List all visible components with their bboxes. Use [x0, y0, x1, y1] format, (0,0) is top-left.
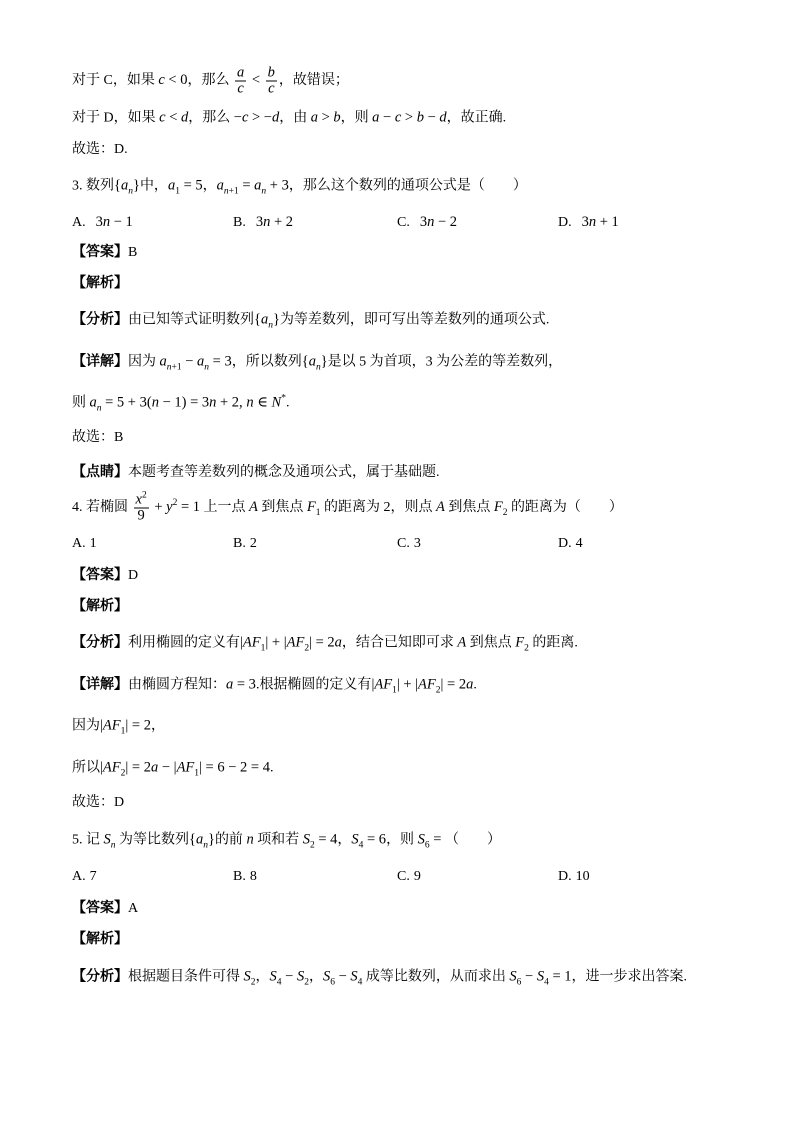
text-run: ，结合已知即可求 [341, 635, 458, 651]
math-run: = [429, 831, 445, 848]
text-run: ，进一步求出答案. [571, 969, 687, 985]
option-letter: C. [397, 536, 410, 551]
subscript: n [110, 840, 116, 851]
math-run: |AF [371, 676, 393, 693]
option-letter: D. [558, 869, 572, 884]
math-run: | = 2a − |AF [125, 759, 195, 776]
text-run: 到焦点 [444, 500, 494, 516]
option-c-reasoning [72, 64, 349, 97]
option-letter: D. [558, 215, 572, 230]
q3-stem [72, 176, 527, 197]
q3-remark [72, 463, 440, 483]
subscript: 4 [358, 840, 364, 851]
text-run: 7 [89, 869, 97, 884]
subscript: 1 [392, 685, 397, 696]
math-run: S [417, 831, 425, 848]
math-run: 9 [137, 507, 145, 524]
q5-option-c [397, 867, 558, 887]
option-value [250, 869, 257, 884]
text-run: 2 [249, 536, 257, 551]
answer-value: D [128, 568, 139, 583]
math-run: c [237, 80, 244, 97]
q3-detail-line-1 [72, 352, 562, 373]
option-value [414, 536, 421, 551]
subscript: n [204, 362, 210, 373]
option-letter: C. [397, 869, 410, 884]
q4-options [72, 534, 618, 554]
q4-answer [72, 566, 138, 586]
option-letter: C. [397, 215, 410, 230]
math-run: A [435, 499, 445, 516]
option-letter: A. [72, 215, 86, 230]
option-value [576, 536, 583, 551]
subscript: 2 [435, 685, 441, 696]
q5-options [72, 867, 618, 887]
answer-label: 【答案】 [72, 568, 128, 583]
math-run: a [236, 64, 245, 81]
math-run: a [89, 394, 97, 411]
option-value [256, 215, 293, 230]
math-run: | = 2a [309, 634, 342, 651]
q5-option-b [233, 867, 397, 887]
math-run: S [322, 968, 331, 985]
math-run: N [271, 394, 282, 411]
fraction-numerator [235, 64, 246, 82]
text-run: （ ） [445, 832, 501, 848]
math-run: − S [334, 968, 358, 985]
text-run: 8 [249, 869, 257, 884]
math-run: |AF [100, 717, 121, 734]
math-run: a [167, 177, 176, 194]
option-d-reasoning [72, 108, 506, 129]
math-run: F [493, 499, 503, 516]
text-run: 因为 [128, 354, 160, 370]
text-run: ，故正确. [446, 110, 507, 126]
subscript: 6 [516, 977, 522, 988]
text-run: ， [150, 718, 165, 734]
subscript: 6 [330, 977, 335, 988]
subscript: 1 [315, 508, 321, 519]
text-run: 的距离为（ ） [507, 500, 623, 516]
subscript: 4 [544, 977, 549, 988]
text-run: 则 [72, 395, 90, 411]
analysis-body [128, 311, 550, 331]
option-value [420, 215, 457, 230]
math-run: } [207, 831, 215, 848]
q4-analysis [72, 633, 578, 654]
math-run: c [268, 80, 275, 97]
text-run: ，则 [386, 832, 418, 848]
text-run: 3. 数列 [72, 178, 114, 194]
math-run: − S [521, 968, 545, 985]
math-run: |AF [240, 634, 261, 651]
text-run: 因为 [72, 718, 100, 734]
math-run: S [351, 831, 359, 848]
math-run: 3n + 2 [255, 214, 294, 230]
text-run: . [285, 395, 290, 411]
analysis-label: 【分析】 [72, 635, 128, 651]
fraction-numerator [134, 490, 149, 509]
q4-solution-heading [72, 597, 128, 617]
previous-conclusion [72, 140, 128, 160]
subscript: 1 [175, 186, 180, 197]
q4-option-a [72, 534, 233, 554]
math-run: + 3 [266, 177, 289, 194]
text-run: 是以 5 为首项，3 为公差的等差数列， [327, 354, 563, 370]
math-run: a [159, 353, 167, 370]
text-run: 成等比数列，从而求出 [362, 969, 510, 985]
text-run: 3 [413, 536, 421, 551]
math-run: S [302, 831, 310, 848]
text-run: 本题考查等差数列的概念及通项公式，属于基础题. [128, 465, 440, 480]
subscript: n+1 [223, 186, 239, 197]
subscript: n [268, 320, 273, 331]
option-letter: A. [72, 536, 86, 551]
option-letter: A. [72, 869, 86, 884]
detail-body [128, 353, 563, 373]
q5-option-d [558, 867, 618, 887]
text-run: .根据椭圆的定义有 [255, 677, 372, 693]
subscript: 2 [304, 643, 310, 654]
math-run: < [248, 72, 264, 89]
math-run: = [238, 177, 255, 194]
subscript: n [261, 186, 267, 197]
q4-conclusion [72, 793, 124, 813]
text-run: ，那么这个数列的通项公式是（ ） [288, 178, 527, 194]
q3-detail-line-2 [72, 393, 289, 414]
text-run: 到焦点 [466, 635, 516, 651]
text-run: ，所以数列 [231, 354, 302, 370]
q3-solution-heading [72, 274, 128, 294]
math-run: a [308, 353, 316, 370]
text-run: 对于 D，如果 [72, 110, 160, 126]
math-run: { [301, 353, 309, 370]
math-run: a [254, 177, 262, 194]
math-run: A [249, 499, 258, 516]
text-run: 为等差数列，即可写出等差数列的通项公式. [279, 312, 550, 328]
math-run: −c > −d [233, 109, 280, 126]
math-run: n [246, 831, 254, 848]
text-run: ，故错误； [278, 73, 349, 89]
option-value [576, 869, 590, 884]
subscript: 1 [194, 768, 200, 779]
math-run: a = 3 [226, 676, 256, 693]
text-run: 10 [575, 869, 590, 884]
option-value [250, 536, 257, 551]
math-run: { [189, 831, 196, 848]
option-letter: B. [233, 869, 246, 884]
fraction [235, 64, 246, 97]
math-run: | = 6 − 2 = 4 [199, 759, 270, 776]
option-value [582, 215, 619, 230]
math-run: { [114, 177, 121, 194]
q5-stem [72, 830, 501, 851]
text-run: . [473, 677, 477, 693]
q3-conclusion [72, 428, 123, 448]
text-run: 的前 [214, 832, 247, 848]
q5-analysis [72, 967, 687, 988]
answer-label: 【答案】 [72, 901, 128, 916]
fraction-numerator [266, 64, 277, 82]
option-value [96, 215, 133, 230]
text-run: 4 [575, 536, 583, 551]
math-run: a [197, 353, 205, 370]
math-run: a − c > b − d [372, 109, 447, 126]
q3-analysis [72, 310, 549, 331]
q5-option-a [72, 867, 233, 887]
superscript: * [281, 393, 286, 404]
subscript: n [128, 186, 133, 197]
text-run: 中， [139, 178, 168, 194]
subscript: 1 [260, 643, 266, 654]
q4-option-c [397, 534, 558, 554]
subscript: 2 [524, 643, 529, 654]
remark-body [128, 465, 440, 480]
text-run: ， [202, 178, 217, 194]
text-run: ，由 [279, 110, 311, 126]
q3-answer [72, 243, 137, 263]
math-run: = 3 [209, 353, 232, 370]
math-run: − S [281, 968, 305, 985]
text-run: 的距离. [528, 635, 578, 651]
math-run: | + |AF [265, 634, 305, 651]
text-run: ，那么 [188, 110, 234, 126]
q4-option-b [233, 534, 397, 554]
solution-label: 【解析】 [72, 932, 128, 947]
text-run: 为等比数列 [115, 832, 189, 848]
q4-option-d [558, 534, 618, 554]
math-run: a [195, 831, 204, 848]
subscript: n [96, 403, 102, 414]
answer-label: 【答案】 [72, 245, 128, 260]
subscript: 2 [304, 977, 309, 988]
math-run: = 5 + 3(n − 1) = 3n + 2, n ∈ [101, 394, 272, 411]
math-run: F [306, 499, 316, 516]
option-letter: B. [233, 215, 246, 230]
math-run: a [260, 311, 269, 328]
q3-options [72, 212, 618, 232]
fraction [266, 64, 277, 97]
q5-answer [72, 899, 138, 919]
option-value [90, 536, 97, 551]
math-run: c < 0 [158, 72, 188, 89]
math-run: | = 2 [125, 717, 151, 734]
remark-label: 【点睛】 [72, 465, 128, 480]
math-run: b [267, 64, 275, 81]
text-run: ，则 [340, 110, 373, 126]
text-run: 利用椭圆的定义有 [128, 635, 240, 651]
analysis-body [128, 968, 687, 988]
math-run: y [166, 499, 173, 516]
q5-solution-heading [72, 930, 128, 950]
superscript: 2 [172, 498, 178, 509]
conclusion-text: 故选：D [72, 795, 125, 810]
solution-label: 【解析】 [72, 599, 128, 614]
subscript: 4 [276, 977, 282, 988]
math-run: = 6 [363, 831, 387, 848]
q3-option-c [397, 212, 558, 233]
math-run: S [243, 968, 251, 985]
answer-value: A [128, 901, 139, 916]
text-run: 到焦点 [257, 500, 307, 516]
math-run: = 4 [314, 831, 338, 848]
fraction-denominator [266, 82, 277, 96]
q4-detail-line-1 [72, 675, 477, 696]
math-run: } [132, 177, 140, 194]
text-run: ，那么 [187, 73, 233, 89]
detail-label: 【详解】 [72, 354, 128, 370]
math-run: S [269, 968, 277, 985]
math-run: } [320, 353, 328, 370]
q4-detail-line-2 [72, 716, 165, 737]
q3-option-b [233, 212, 397, 233]
math-run: c < d [159, 109, 189, 126]
subscript: 2 [309, 840, 315, 851]
solution-label: 【解析】 [72, 276, 128, 291]
math-run: S [103, 831, 111, 848]
text-run: 由椭圆方程知： [128, 677, 226, 693]
math-run: a > b [310, 109, 341, 126]
math-run: 3n − 1 [95, 214, 133, 230]
q4-detail-line-3 [72, 758, 273, 779]
text-run: ， [308, 969, 323, 985]
text-run: 故选：D. [72, 142, 128, 157]
detail-body [128, 676, 477, 696]
text-run: 9 [413, 869, 421, 884]
math-run: 3n + 1 [581, 214, 619, 230]
detail-label: 【详解】 [72, 677, 128, 693]
math-run: S [509, 968, 517, 985]
subscript: 2 [120, 768, 126, 779]
text-run: 5. 记 [72, 832, 104, 848]
text-run: 的距离为 2，则点 [320, 500, 436, 516]
subscript: 6 [424, 840, 430, 851]
fraction-denominator [134, 509, 149, 523]
q3-option-d [558, 212, 618, 233]
fraction [134, 490, 149, 524]
text-run: 所以 [72, 760, 100, 776]
math-run: A [457, 634, 467, 651]
option-letter: D. [558, 536, 572, 551]
answer-value: B [128, 245, 138, 260]
text-run: 由已知等式证明数列 [128, 312, 254, 328]
subscript: n [203, 840, 208, 851]
text-run: 对于 C，如果 [72, 73, 159, 89]
math-run: | + |AF [396, 676, 436, 693]
conclusion-text: 故选：B [72, 430, 124, 445]
math-run: − [181, 353, 198, 370]
subscript: n+1 [166, 362, 182, 373]
text-run: 上一点 [200, 500, 249, 516]
math-run: = 1 [177, 499, 200, 516]
option-value [90, 869, 97, 884]
math-run: F [515, 634, 525, 651]
analysis-label: 【分析】 [72, 312, 128, 328]
text-run: ， [255, 969, 270, 985]
subscript: n [315, 362, 321, 373]
option-value [414, 869, 421, 884]
option-letter: B. [233, 536, 246, 551]
math-run: | = 2a [440, 676, 474, 693]
text-run: 项和若 [253, 832, 303, 848]
subscript: 1 [120, 726, 126, 737]
math-run: 3n − 2 [419, 214, 458, 230]
q3-option-a [72, 212, 233, 233]
text-run: . [269, 760, 274, 776]
math-run: |AF [100, 759, 121, 776]
math-run: a [120, 177, 129, 194]
math-run: + [150, 499, 167, 516]
text-run: 根据题目条件可得 [128, 969, 244, 985]
text-run: ， [337, 832, 352, 848]
subscript: 2 [502, 508, 508, 519]
subscript: 2 [250, 977, 256, 988]
fraction-denominator [235, 82, 246, 96]
text-run: 1 [89, 536, 97, 551]
math-run: { [254, 311, 261, 328]
math-run: = 5 [179, 177, 203, 194]
analysis-body [128, 634, 578, 654]
superscript: 2 [141, 490, 147, 501]
analysis-label: 【分析】 [72, 969, 128, 985]
q4-stem [72, 490, 623, 524]
math-run: a [216, 177, 224, 194]
subscript: 4 [357, 977, 363, 988]
math-run: } [272, 311, 280, 328]
math-run: x [135, 491, 142, 508]
math-run: = 1 [548, 968, 572, 985]
text-run: 4. 若椭圆 [72, 500, 132, 516]
